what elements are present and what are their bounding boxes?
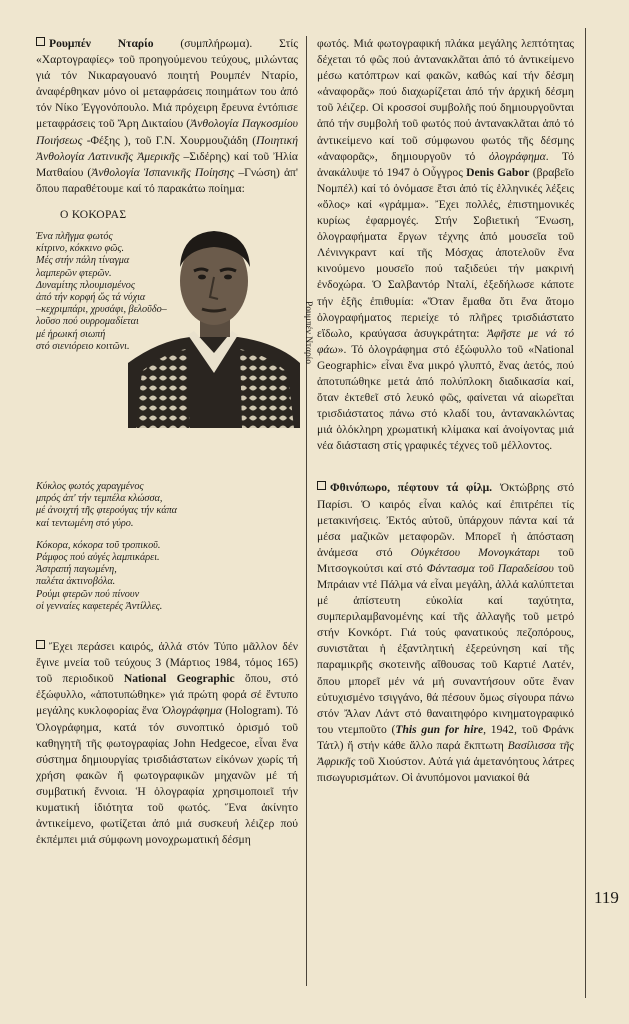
bullet-box-icon [36, 640, 45, 649]
poem-with-portrait [36, 231, 314, 471]
left-column [36, 36, 314, 848]
hologram-continued-paragraph: φωτός. Μιά φωτογραφική πλάκα μεγάλης λεπτότητας δέχεται τό φῶς πού ἀντανακλᾶται ἀπό τό ἀντικείμενο μέσω κατόπτρων καί φακῶν, καθώς καί τήν δέσμη «ἀναφορᾶς» πού διαχωρίζεται ἀπό τήν ἀρχική δέσμη τοῦ λέιζερ. Οἱ κροσσοί συμβολῆς πού δημιουργοῦνται ἀπό τήν συμβολή τοῦ φωτός πού ἀντανακλᾶται ἀπό τό ἀντικείμενο καί τοῦ σύμφωνου φωτός τῆς δέσμης «ἀναφορᾶς», δημιουργοῦν τό ὁλογράφημα. Τό ἀνακάλυψε τό 1947 ὁ Οὖγγρος Denis Gabor (βραβεῖο Νομπέλ) καί τό ὀνόμασε ἔτσι ἀπό τίς ἑλληνικές λέξεις «ὅλος» καί «γράμμα». Ἔχει πολλές, ἐπιστημονικές κυρίως ἐφαρμογές. Στήν Σοβιετική Ἕνωση, ὁλογραφήματα ἔργων τέχνης ἀπό μουσεῖα τοῦ Λένινγκραντ καί τῆς Μόσχας ἀποτελοῦν ἕνα κινούμενο μουσεῖο πού ταξιδεύει τήν μακρινή ἐνδοχώρα. Ὁ Σαλβαντόρ Νταλί, ἐξεδήλωσε κάποτε τήν ἑξῆς ἐπιθυμία: «Ὅταν ἔμαθα ὅτι ἕνα ἄτομο ὁλογραφήματος περιείχε τό πλῆρες τρισδιάστατο εἴδωλο, κραύγασα ἀσυγκράτητα: Ἀφῆστε με νά τό φάω». Τό ὁλογράφημα στό ἐξώφυλλο τοῦ «National Geographic» εἶναι ἕνα μικρό γλυπτό, ἕνας ἀετός, πού ἀποτυπώθηκε μετά ἀπό πολύπλοκη διαδικασία καί, ὅταν ἐκτεθεῖ στό λευκό φῶς, φαίνεται νά αἰωρεῖται τρισδιάστατος πάνω στό κλαδί του, ἀντανακλώντας μιά ὁλόκληρη χρωματική κλίμακα καί ἀνοίγοντας μιά νέα διάσταση στίς γραφικές τέχνες τοῦ μέλλοντος. [317, 37, 575, 453]
page-number: 119 [594, 888, 619, 907]
portrait-caption: Ρουμπέν Νταρίο [303, 301, 314, 365]
bullet-box-icon [36, 37, 45, 46]
hologram-paragraph: Ἔχει περάσει καιρός, ἀλλά στόν Τύπο μᾶλλον δέν ἔγινε μνεία τοῦ τεύχους 3 (Μάρτιος 1984, τόμος 165) τοῦ περιοδικοῦ National Geographic ὅπου, στό ἐξώφυλλο, «ἀποτυπώθηκε» γιά πρώτη φορά σέ ἔντυπο μεγάλης κυκλοφορίας ἕνα Ὁλογράφημα (Hologram). Τό Ὁλογράφημα, κατά τόν συνοπτικό ὁρισμό τοῦ καθηγητῆ τῆς φωτογραφίας John Hedgecoe, εἶναι ἕνα σύστημα δημιουργίας τρισδιάστατων εἰκόνων χωρίς τή χρήση φακῶν ἤ φωτογραφικῶν μηχανῶν μέ τή συμβατική ἔννοια. Ἡ ὁλογραφία χρησιμοποιεῖ τήν κυματική ἰδιότητα τοῦ φωτός. Ἕνα ἀκίνητο ἀντικείμενο, φωτίζεται ἀπό μιά συσκευή λέιζερ πού ἐκπέμπει μιά σύμφωνη μονοχρωματική δέσμη [36, 640, 299, 847]
dario-heading: Ρουμπέν Νταρίο [49, 37, 154, 50]
bullet-box-icon [317, 481, 326, 490]
autumn-heading: Φθινόπωρο, πέφτουν τά φίλμ. [330, 481, 493, 495]
margin-rule [585, 28, 586, 998]
poem-title: Ο ΚΟΚΟΡΑΣ [60, 207, 127, 221]
dario-paragraph: Ρουμπέν Νταρίο (συμπλήρωμα). Στίς «Χαρτογραφίες» τοῦ προηγούμενου τεύχους, μιλώντας γιά τόν Νικαραγουανό ποιητή Ρουμπέν Νταρίο, ἀναφέρθηκαν μόνο οἱ μεταφράσεις ποιημάτων του ἀπό τόν Νίκο Ἐγγονόπουλο. Μιά πρόχειρη ἔρευνα ἐντόπισε μεταφράσεις τοῦ Ἄρη Δικταίου (Ἀνθολογία Παγκοσμίου Ποιήσεως -Φέξης ), τοῦ Γ.Ν. Χουρμουζιάδη (Ποιητική Ἀνθολογία Λατινικῆς Ἀμερικῆς –Σιδέρης) καί τοῦ Ἠλία Ματθαίου (Ἀνθολογία Ἱσπανικῆς Ποίησης –Γνώση) ἀπ' ὅπου παραθέτουμε καί τό παρακάτω ποίημα: [36, 37, 298, 195]
poem-stanza-1: Ένα πλῆγμα φωτός κίτρινο, κόκκινο φῶς. Μές στήν πάλη τίναγμα λαμπερῶν φτερῶν. Δυναμίτης πλουμισμένος ἀπό τήν κορφή ὥς τά νύχια –κεχριμπάρι, χρυσάφι, βελοῦδο– λοῦσο πού ουρρομαδίεται μέ ἡρωική σιωπή στό σιενιόρειο κοιτῶνι. [36, 231, 167, 352]
poem-stanza-2: Κύκλος φωτός χαραγμένος μπρός ἀπ' τήν τεμπέλα κλώσσα, μέ ἀνοιχτή τῆς φτερούγας τήν κάπα καί τεντωμένη στό γύρο. [36, 481, 178, 529]
autumn-films-paragraph: Φθινόπωρο, πέφτουν τά φίλμ. Ὀκτώβρης στό Παρίσι. Ὁ καιρός εἶναι καλός καί ἐπιτρέπει τίς μετακινήσεις. Ἐκτός αὐτοῦ, ὑπάρχουν πάντα καί τά μέσα μαζικῶν μεταφορῶν. Μπορεῖ ἡ ἀπόσταση ἀνάμεσα στό Οὐγκέτσου Μονογκάταρι τοῦ Μιτσογκούτσι καί στό Φάντασμα τοῦ Παραδείσου τοῦ Μπράιαν ντέ Πάλμα νά εἶναι μεγάλη, ἀλλά καλύπτεται μέ ἀπίστευτη εὐκολία καί ταχύτητα, συμπεριλαμβανομένης καί τῆς ἀλλαγῆς τοῦ μετρό στήν Κονκόρτ. Γιά τούς φανατικούς πεζοπόρους, συνιστᾶται ἡ ἐξαντλητική ἐξερεύνηση καί τῆς παραμικρῆς σκοτεινῆς αἴθουσας τοῦ Καρτιέ Λατέν, ὅπου μπορεῖ μέν νά μή συναντήσουν οὔτε ἕναν εὐτυχισμένο τσιγγάνο, θά πέσουν ὅμως σίγουρα πάνω στόν Ἄλαν Λάντ στό θαναιτηφόρο κινηματογραφικό του ντεμποῦτο (This gun for hire, 1942, τοῦ Φράνκ Τάτλ) ἤ στήν κάθε ἄλλο παρά ἔκπτωτη Βασίλισσα τῆς Ἀφρικῆς τοῦ Χιούστον. Αὐτά γιά ἀμετανόητους λάτρες πισωγυρισμάτων. Οἱ ἀνυπόμονοι μανιακοί θά [317, 481, 575, 785]
poem-stanza-3: Κόκορα, κόκορα τοῦ τροπικοῦ. Ράμφος πού αὐγές λαμπικάρει. Ἀστραπή παγωμένη, παλέτα ἀκτινοβόλα. Ρούμι φτερῶν πού πίνουν οἱ γενναίες καφετερές Ἀντίλλες. [36, 539, 163, 612]
column-divider [306, 36, 307, 986]
right-column [317, 36, 574, 786]
